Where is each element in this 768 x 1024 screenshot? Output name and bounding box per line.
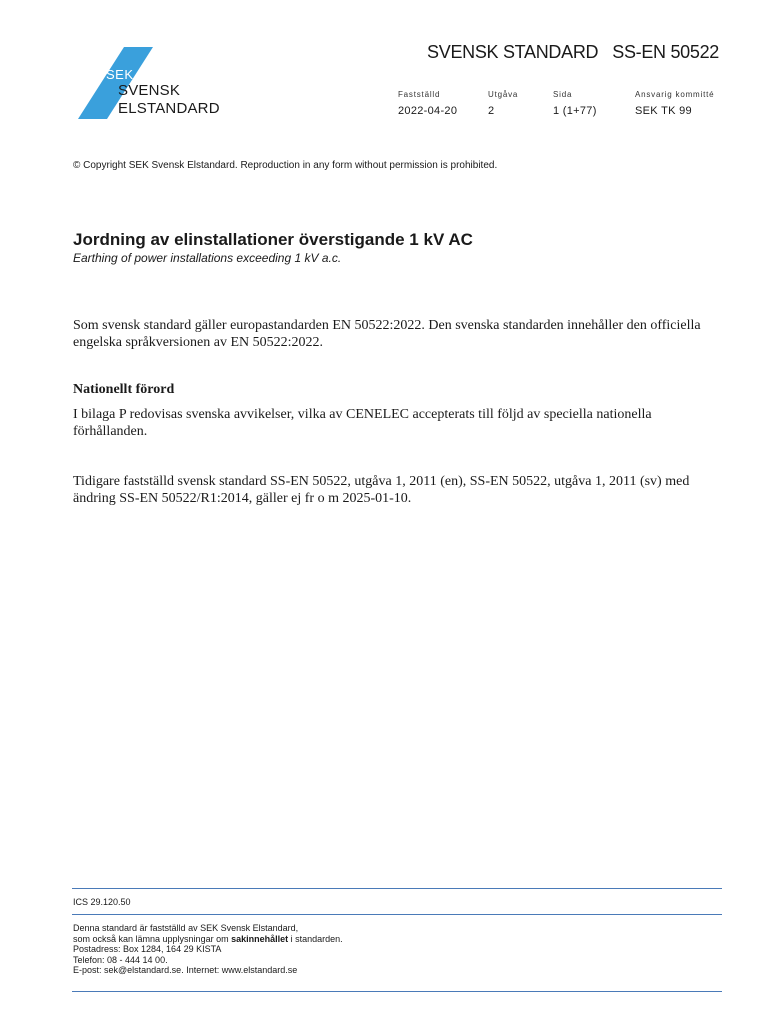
- meta-value-pages: 1 (1+77): [553, 105, 597, 117]
- meta-value-date: 2022-04-20: [398, 105, 458, 117]
- footer-line-2: [73, 934, 343, 945]
- logo-line1: SVENSK: [118, 82, 181, 99]
- meta-value-edition: 2: [488, 105, 495, 117]
- meta-label-utgava: Utgåva: [488, 90, 519, 99]
- footer-contact: E-post: sek@elstandard.se. Internet: www.elstandard.se: [73, 965, 298, 976]
- ics-code: ICS 29.120.50: [73, 897, 131, 907]
- meta-label-kommitte: Ansvarig kommitté: [635, 90, 715, 99]
- sek-logo: [78, 47, 238, 119]
- logo-line2: ELSTANDARD: [118, 100, 220, 117]
- footer-line-2-pre: som också kan lämna upplysningar om: [73, 933, 232, 944]
- document-title: Jordning av elinstallationer överstigande 1 kV AC: [73, 230, 473, 249]
- standard-number: SS-EN 50522: [612, 42, 719, 62]
- divider-bottom: [72, 991, 722, 992]
- logo-abbr: SEK: [106, 67, 134, 82]
- footer-phone: Telefon: 08 - 444 14 00.: [73, 954, 168, 965]
- body-paragraph-2: I bilaga P redovisas svenska avvikelser, vilka av CENELEC accepterats till följd av speciella nationella förhållanden.: [73, 407, 652, 439]
- footer-line-2-post: i standarden.: [288, 933, 343, 944]
- body-paragraph-1: Som svensk standard gäller europastandarden EN 50522:2022. Den svenska standarden innehåller den officiella engelska språkversionen av EN 50522:2022.: [73, 318, 701, 350]
- body-paragraph-3: Tidigare fastställd svensk standard SS-EN 50522, utgåva 1, 2011 (en), SS-EN 50522, utgåva 1, 2011 (sv) med ändring SS-EN 50522/R1:2014, gäller ej fr o m 2025-01-10.: [73, 474, 690, 506]
- copyright-notice: © Copyright SEK Svensk Elstandard. Reproduction in any form without permission is prohibited.: [73, 160, 498, 171]
- footer-line-2-bold: sakinnehållet: [231, 933, 289, 944]
- section-heading: Nationellt förord: [73, 382, 175, 397]
- document-subtitle: Earthing of power installations exceeding 1 kV a.c.: [73, 251, 342, 265]
- footer-address: Postadress: Box 1284, 164 29 KISTA: [73, 944, 222, 955]
- standard-type: SVENSK STANDARD: [427, 42, 599, 62]
- footer-line-1: Denna standard är fastställd av SEK Svensk Elstandard,: [73, 923, 299, 933]
- meta-label-sida: Sida: [553, 90, 573, 99]
- footer-info: [73, 923, 343, 976]
- meta-label-faststalld: Fastställd: [398, 90, 441, 99]
- meta-value-committee: SEK TK 99: [635, 105, 692, 117]
- divider-top: [72, 888, 722, 889]
- divider-middle: [72, 914, 722, 915]
- standard-header: [427, 42, 719, 63]
